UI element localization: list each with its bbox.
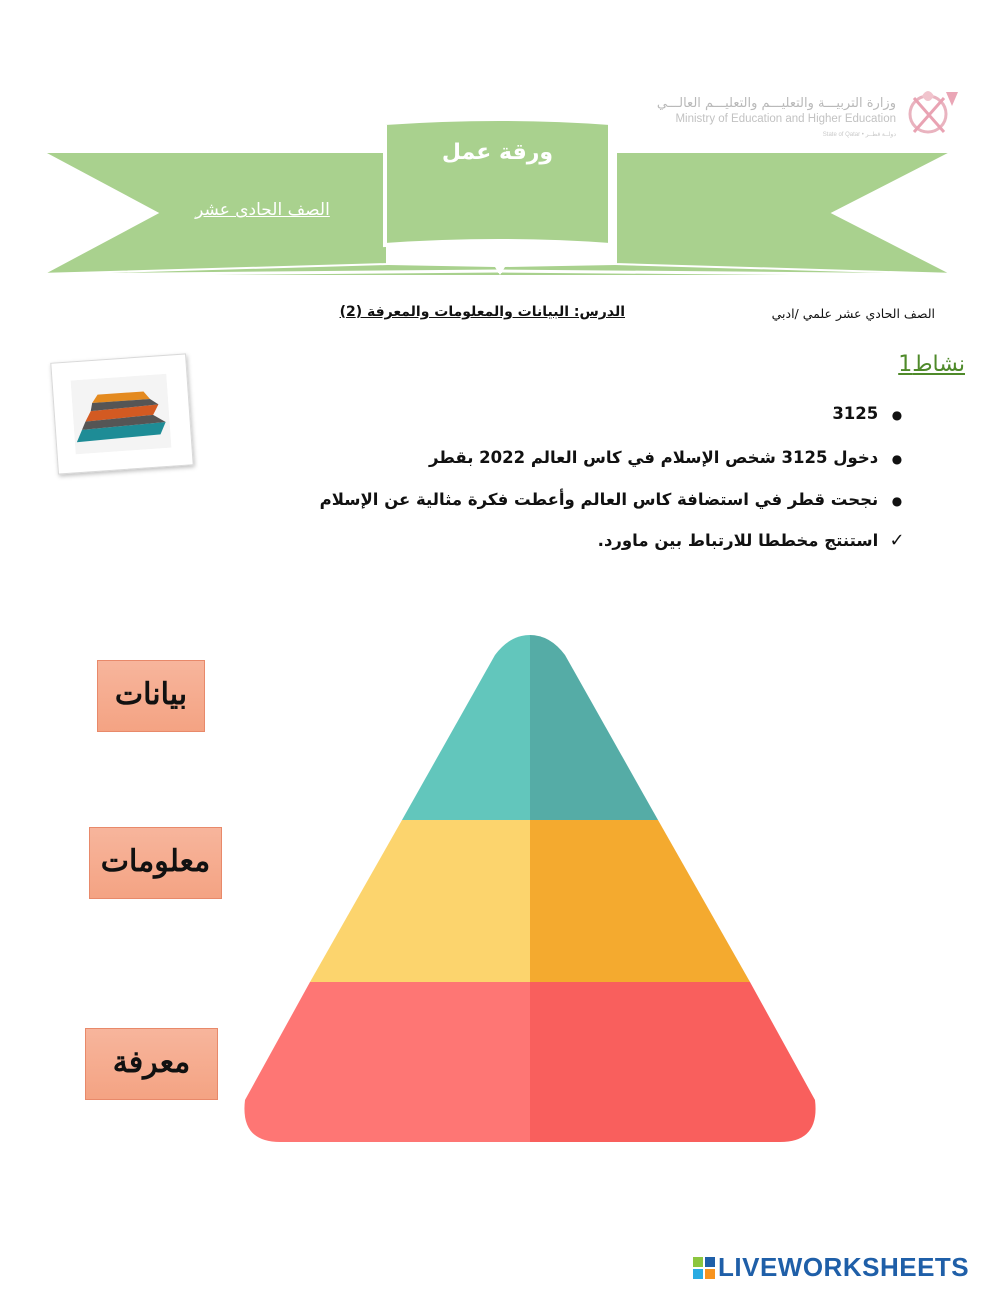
bullet-icon (884, 449, 910, 467)
pyramid-level-top-right[interactable] (530, 635, 658, 820)
ministry-arabic-name: وزارة التربيـــة والتعليـــم والتعليـــم العالـــي (656, 96, 896, 111)
ministry-state: State of Qatar • دولــة قطــر (822, 132, 896, 138)
liveworksheets-icon (693, 1257, 715, 1279)
bullet-icon (884, 405, 910, 423)
list-item (429, 448, 910, 467)
pyramid-level-middle-right[interactable] (530, 820, 750, 982)
liveworksheets-logo (693, 1252, 993, 1286)
liveworksheets-brand: LIVEWORKSHEETS (718, 1252, 970, 1282)
pyramid-photo (50, 353, 193, 474)
pyramid-level-top-left[interactable] (402, 635, 530, 820)
banner-grade: الصف الحادى عشر (195, 200, 330, 220)
pyramid-level-bottom-right[interactable] (530, 982, 816, 1142)
list-item (320, 490, 910, 509)
list-item (832, 404, 910, 423)
label-knowledge[interactable]: معرفة (85, 1028, 218, 1100)
list-item-text: دخول 3125 شخص الإسلام في كاس العالم 2022 بقطر (429, 448, 879, 467)
pyramid-image-icon (71, 374, 172, 455)
list-item (598, 530, 910, 551)
knowledge-pyramid (240, 630, 820, 1150)
pyramid-level-middle-left[interactable] (310, 820, 530, 982)
bullet-icon (884, 491, 910, 509)
list-item-text: استنتج مخططا للارتباط بين ماورد. (597, 531, 879, 550)
list-item-text: 3125 (832, 404, 879, 423)
checkmark-icon (884, 530, 910, 551)
worksheet-title: ورقة عمل (441, 140, 554, 165)
activity-title: نشاط1 (898, 352, 965, 377)
label-information[interactable]: معلومات (89, 827, 222, 899)
grade-line: الصف الحادي عشر علمي /ادبي (771, 306, 935, 321)
list-item-text: نجحت قطر في استضافة كاس العالم وأعطت فكرة مثالية عن الإسلام (319, 490, 879, 509)
lesson-title: الدرس: البيانات والمعلومات والمعرفة (2) (339, 304, 625, 320)
ministry-english-name: Ministry of Education and Higher Education (675, 113, 896, 125)
label-data[interactable]: بيانات (97, 660, 205, 732)
pyramid-level-bottom-left[interactable] (244, 982, 530, 1142)
